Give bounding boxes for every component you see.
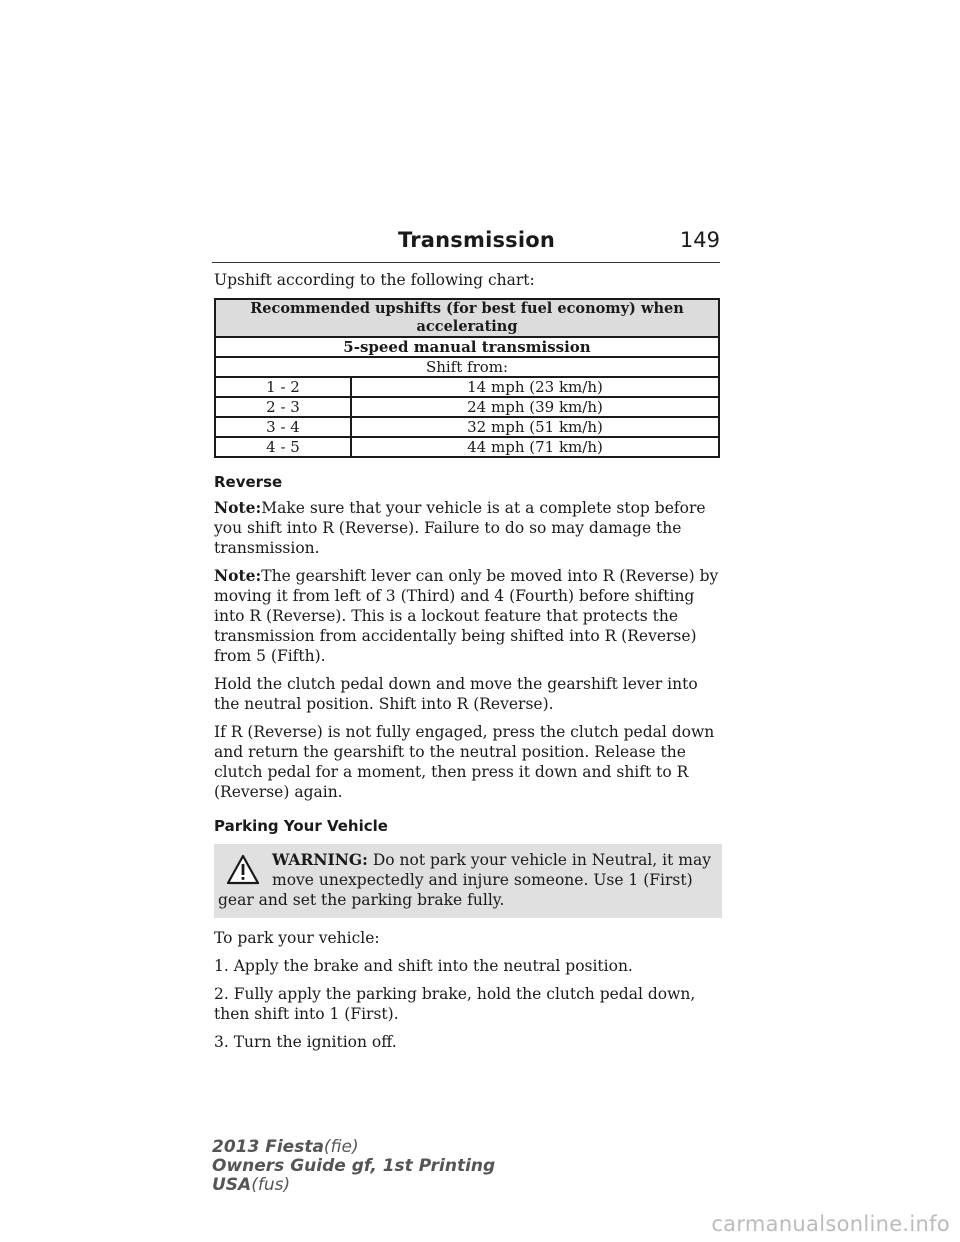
footer-model: 2013 Fiesta	[212, 1137, 324, 1157]
reverse-note-1	[214, 498, 722, 558]
warning-label: WARNING:	[272, 850, 368, 869]
note-text: Make sure that your vehicle is at a complete stop before you shift into R (Reverse). Failure to do so may damage the transmission.	[214, 499, 706, 557]
gear-cell: 1 - 2	[215, 377, 351, 397]
warning-triangle-icon	[226, 854, 260, 886]
parking-step: 1. Apply the brake and shift into the neutral position.	[214, 957, 633, 975]
document-footer	[212, 1138, 495, 1195]
gear-cell: 3 - 4	[215, 417, 351, 437]
intro-text: Upshift according to the following chart:	[214, 271, 535, 289]
note-label: Note:	[214, 498, 262, 517]
table-row	[215, 417, 719, 437]
speed-cell: 32 mph (51 km/h)	[351, 417, 719, 437]
footer-line	[212, 1176, 495, 1195]
parking-heading: Parking Your Vehicle	[214, 817, 388, 835]
table-title: Recommended upshifts (for best fuel economy) when accelerating	[215, 299, 719, 337]
table-shift-from-row	[215, 357, 719, 377]
table-subtitle: 5-speed manual transmission	[215, 337, 719, 357]
watermark: carmanualsonline.info	[711, 1212, 950, 1236]
speed-cell: 24 mph (39 km/h)	[351, 397, 719, 417]
table-row	[215, 437, 719, 457]
gear-cell: 4 - 5	[215, 437, 351, 457]
warning-text: Do not park your vehicle in Neutral, it may move unexpectedly and injure someone. Use 1 (First) gear and set the parking brake fully.	[218, 851, 711, 909]
reverse-note-2	[214, 566, 722, 666]
table-row	[215, 377, 719, 397]
note-text: The gearshift lever can only be moved into R (Reverse) by moving it from left of 3 (Third) and 4 (Fourth) before shifting into R (Reverse). This is a lockout feature that protects the transmission from accidentally being shifted into R (Reverse) from 5 (Fifth).	[214, 567, 719, 665]
page-content	[214, 270, 722, 1060]
note-label: Note:	[214, 566, 262, 585]
warning-box	[214, 844, 722, 918]
upshift-table	[214, 298, 720, 458]
parking-intro: To park your vehicle:	[214, 929, 380, 947]
page-number: 149	[679, 228, 720, 252]
table-subtitle-row	[215, 337, 719, 357]
table-row	[215, 397, 719, 417]
footer-line: Owners Guide gf, 1st Printing	[212, 1156, 496, 1176]
reverse-paragraph-2: If R (Reverse) is not fully engaged, press the clutch pedal down and return the gearshift to the neutral position. Release the clutch pedal for a moment, then press it down and shift to R (Reverse) again.	[214, 723, 715, 801]
footer-tag: (fie)	[323, 1137, 359, 1157]
reverse-paragraph-1: Hold the clutch pedal down and move the gearshift lever into the neutral position. Shift into R (Reverse).	[214, 675, 698, 713]
page-header	[212, 228, 720, 263]
table-shift-from: Shift from:	[215, 357, 719, 377]
footer-line	[212, 1138, 495, 1157]
reverse-heading: Reverse	[214, 473, 283, 491]
speed-cell: 44 mph (71 km/h)	[351, 437, 719, 457]
speed-cell: 14 mph (23 km/h)	[351, 377, 719, 397]
table-title-row	[215, 299, 719, 337]
parking-step: 3. Turn the ignition off.	[214, 1033, 397, 1051]
gear-cell: 2 - 3	[215, 397, 351, 417]
footer-tag: (fus)	[251, 1175, 291, 1195]
page-title: Transmission	[398, 228, 556, 252]
parking-step: 2. Fully apply the parking brake, hold the clutch pedal down, then shift into 1 (First).	[214, 985, 696, 1023]
footer-market: USA	[212, 1175, 252, 1195]
